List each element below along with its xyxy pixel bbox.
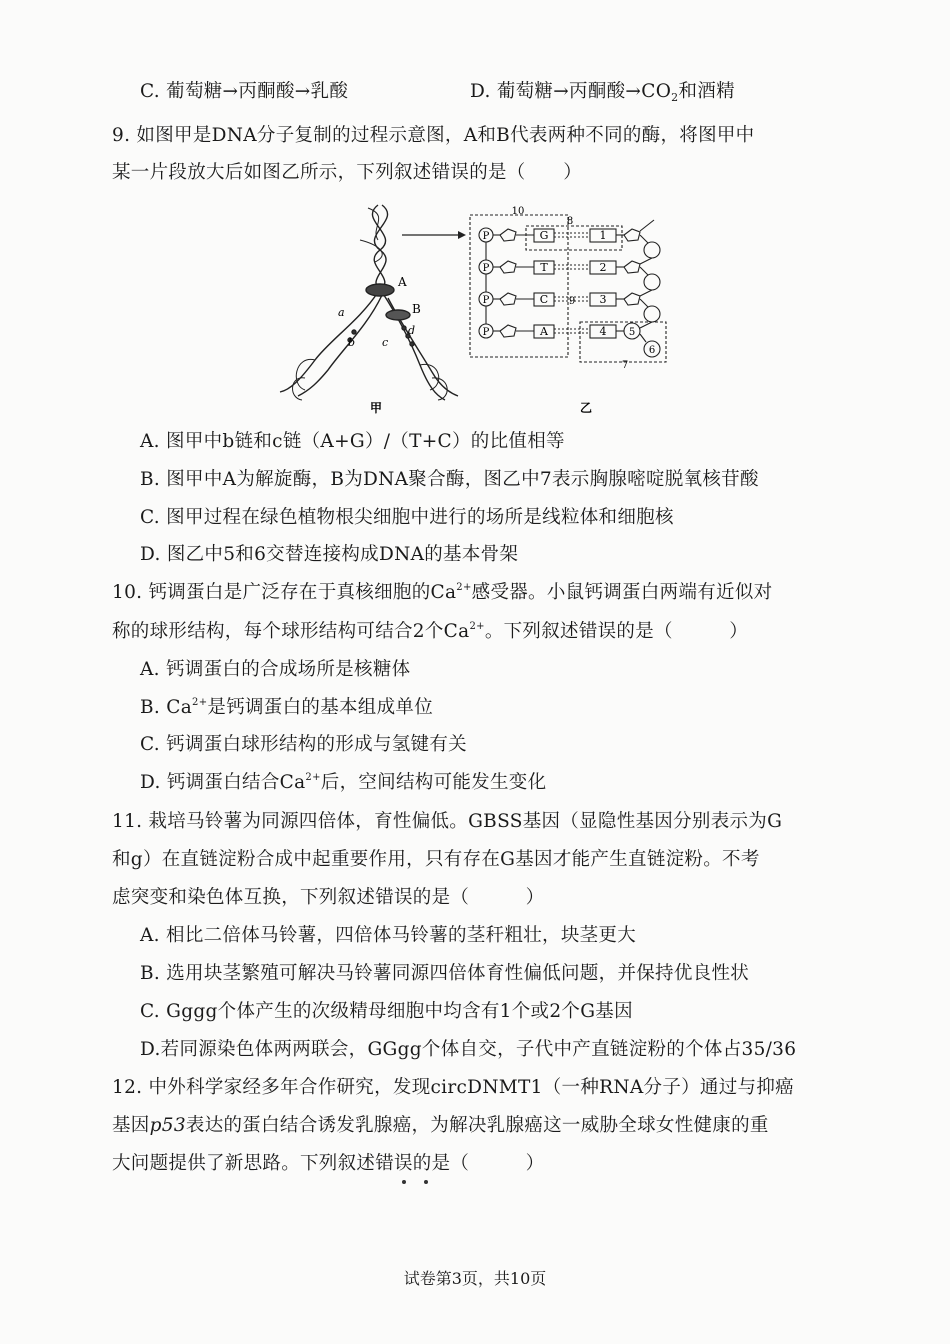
base-a: A — [540, 325, 548, 338]
emphasis-dot — [402, 1180, 406, 1184]
q10-option-c: C. 钙调蛋白球形结构的形成与氢键有关 — [140, 734, 467, 755]
q11-option-b: B. 选用块茎繁殖可解决马铃薯同源四倍体育性偏低问题，并保持优良性状 — [140, 963, 750, 984]
q9-option-c: C. 图甲过程在绿色植物根尖细胞中进行的场所是线粒体和细胞核 — [140, 507, 674, 528]
label-jia: 甲 — [370, 401, 383, 415]
dna-replication-figure — [250, 200, 690, 420]
q11-stem-line1: 11. 栽培马铃薯为同源四倍体，育性偏低。GBSS基因（显隐性基因分别表示为G — [112, 811, 783, 832]
q10-stem-line1: 10. 钙调蛋白是广泛存在于真核细胞的$Ca^{2+}$感受器。小鼠钙调蛋白两端有近似对 — [112, 582, 773, 603]
label-strand-c: c — [382, 336, 389, 349]
q9-option-d: D. 图乙中5和6交替连接构成DNA的基本骨架 — [140, 544, 519, 565]
q12-stem-line1: 12. 中外科学家经多年合作研究，发现circDNMT1（一种RNA分子）通过与抑癌 — [112, 1077, 794, 1098]
q11-stem-line2: 和g）在直链淀粉合成中起重要作用，只有存在G基因才能产生直链淀粉。不考 — [112, 849, 760, 870]
q11-option-c: C. Gggg个体产生的次级精母细胞中均含有1个或2个G基因 — [140, 1001, 633, 1022]
phosphate-label-3: P — [482, 295, 490, 306]
q11-option-d: D.若同源染色体两两联会，GGgg个体自交，子代中产直链淀粉的个体占35/36 — [140, 1039, 797, 1060]
q10-option-a: A. 钙调蛋白的合成场所是核糖体 — [140, 659, 411, 680]
arrow-head-icon — [458, 231, 466, 239]
page-footer: 试卷第3页，共10页 — [403, 1269, 547, 1288]
base-c: C — [539, 293, 549, 306]
base-g: G — [539, 229, 549, 242]
q9-stem-line1: 9. 如图甲是DNA分子复制的过程示意图，A和B代表两种不同的酶，将图甲中 — [112, 125, 755, 146]
num-6: 6 — [648, 345, 656, 356]
q8-option-d: D. 葡萄糖→丙酮酸$\to CO_2$和酒精 — [470, 81, 735, 104]
num-7: 7 — [621, 360, 629, 371]
q10-option-b: B. $Ca^{2+}$是钙调蛋白的基本组成单位 — [140, 697, 433, 718]
phosphate-label-1: P — [482, 231, 490, 242]
num-9: 9 — [568, 296, 576, 307]
q10-stem-line2: 称的球形结构，每个球形结构可结合2个$Ca^{2+}$。下列叙述错误的是（ ） — [112, 621, 749, 642]
emphasis-dot — [424, 1180, 428, 1184]
q10-option-d: D. 钙调蛋白结合$Ca^{2+}$后，空间结构可能发生变化 — [140, 772, 547, 793]
label-enzyme-b: B — [412, 302, 421, 316]
label-strand-b: b — [348, 336, 356, 349]
num-1: 1 — [599, 229, 607, 242]
num-2: 2 — [599, 261, 607, 274]
label-yi: 乙 — [580, 401, 593, 415]
phosphate-label-4: P — [482, 327, 490, 338]
phosphate-label-2: P — [482, 263, 490, 274]
q9-stem-line2: 某一片段放大后如图乙所示，下列叙述错误的是（ ） — [112, 162, 583, 183]
q12-stem-line2: 基因p53表达的蛋白结合诱发乳腺癌，为解决乳腺癌这一威胁全球女性健康的重 — [112, 1115, 769, 1136]
q12-stem-line3: 大问题提供了新思路。下列叙述错误的是（ ） — [112, 1153, 545, 1174]
q11-stem-line3: 虑突变和染色体互换，下列叙述错误的是（ ） — [112, 887, 545, 908]
base-t: T — [540, 261, 548, 274]
q8-option-c: C. 葡萄糖→丙酮酸→乳酸 — [140, 81, 349, 102]
label-enzyme-a: A — [398, 275, 407, 289]
num-10: 10 — [511, 206, 525, 217]
q11-option-a: A. 相比二倍体马铃薯，四倍体马铃薯的茎秆粗壮，块茎更大 — [140, 925, 637, 946]
q9-option-b: B. 图甲中A为解旋酶，B为DNA聚合酶，图乙中7表示胸腺嘧啶脱氧核苷酸 — [140, 469, 759, 490]
figure-jia — [280, 205, 458, 400]
label-strand-a: a — [338, 306, 345, 319]
num-8: 8 — [566, 216, 574, 227]
label-strand-d: d — [408, 324, 416, 337]
figure-yi — [470, 215, 666, 362]
num-5: 5 — [628, 327, 636, 338]
num-3: 3 — [599, 293, 607, 306]
num-4: 4 — [599, 325, 607, 338]
q9-option-a: A. 图甲中b链和c链（A+G）/（T+C）的比值相等 — [140, 431, 565, 452]
